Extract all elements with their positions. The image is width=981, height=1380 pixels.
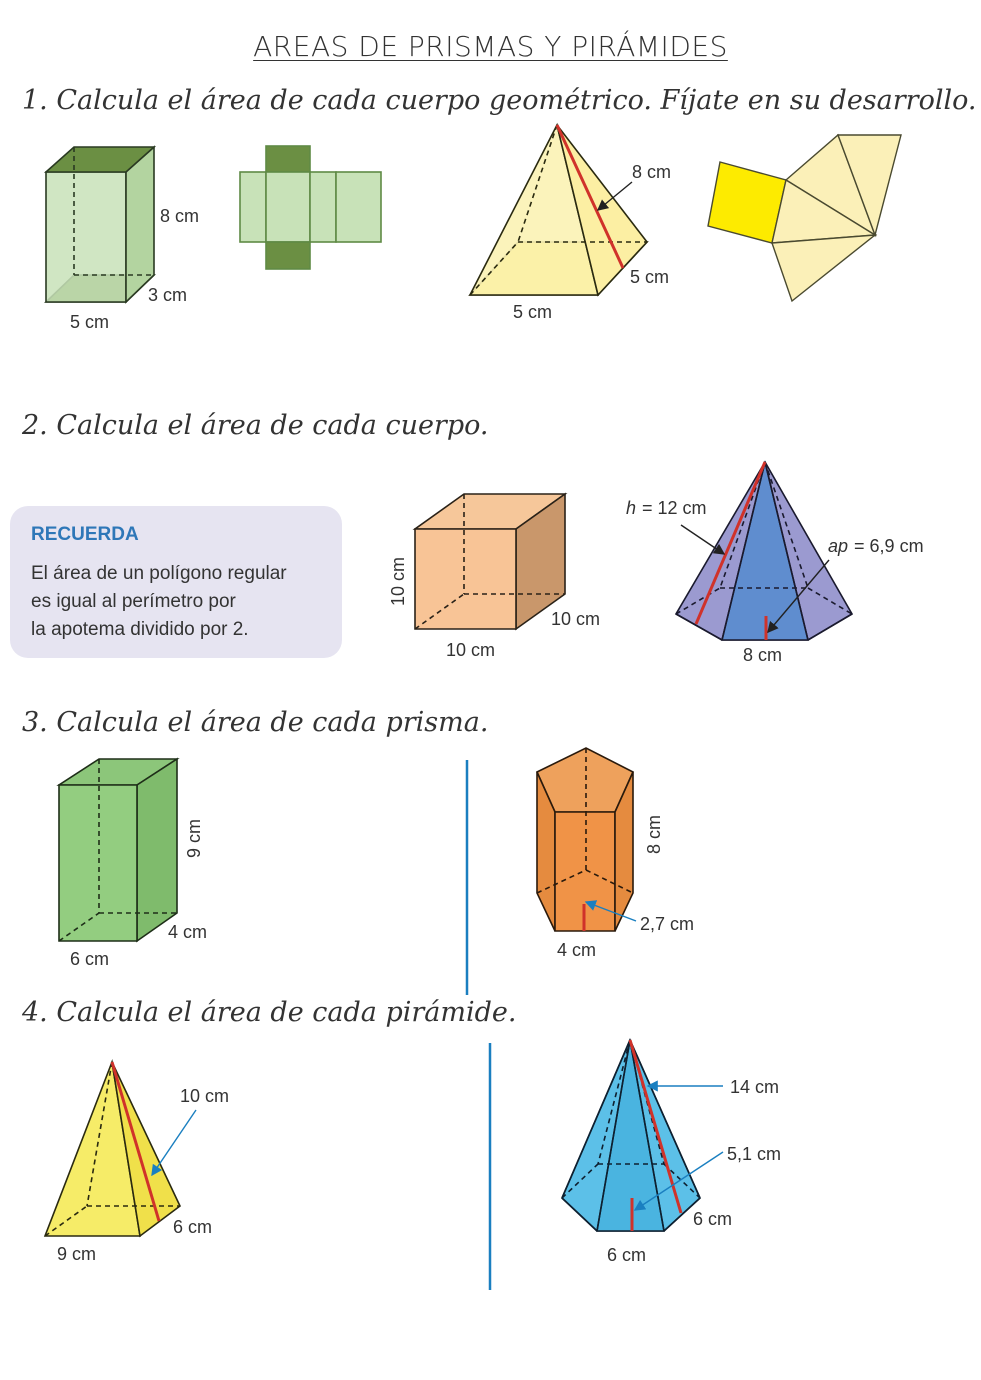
prism-net-q1 [240, 146, 381, 269]
green-prism-q3 [59, 759, 177, 941]
hex-h-label [626, 498, 707, 518]
hex-ap-var: ap [828, 536, 849, 556]
recuerda-line-3: la apotema dividido por 2. [31, 619, 249, 640]
bpyr-slant-label: 14 cm [730, 1077, 780, 1097]
p1-width-label: 5 cm [70, 312, 110, 332]
yellow-pyramid-q4 [45, 1062, 196, 1236]
hex-h-var: h [626, 498, 637, 518]
cube-height-label: 10 cm [388, 556, 408, 606]
pyramid-net-q1 [708, 135, 901, 301]
orange-apothem-label: 2,7 cm [640, 914, 695, 934]
hex-ap-label [828, 536, 924, 556]
green-base-label: 6 cm [70, 949, 110, 969]
orange-base-label: 4 cm [557, 940, 597, 960]
yellow-pyramid-q1 [470, 125, 647, 295]
hex-base-label: 8 cm [743, 645, 783, 665]
ypyr-base-label: 9 cm [57, 1244, 97, 1264]
pyr1-slant-label: 8 cm [632, 162, 672, 182]
question-4: 4. Calcula el área de cada pirámide. [22, 997, 517, 1028]
recuerda-heading: RECUERDA [31, 524, 139, 545]
ypyr-slant-label: 10 cm [180, 1086, 230, 1106]
hex-h-val: = 12 cm [642, 498, 707, 518]
p1-depth-label: 3 cm [148, 285, 188, 305]
question-2: 2. Calcula el área de cada cuerpo. [22, 410, 489, 441]
worksheet-title-text: AREAS DE PRISMAS Y PIRÁMIDES [253, 30, 728, 63]
pyr1-side-label: 5 cm [630, 267, 670, 287]
bpyr-ap-label: 5,1 cm [727, 1144, 782, 1164]
question-3: 3. Calcula el área de cada prisma. [22, 707, 489, 738]
blue-hexagonal-pyramid-q4 [562, 1040, 723, 1231]
pyr1-base-label: 5 cm [513, 302, 553, 322]
cube-base-label: 10 cm [446, 640, 496, 660]
question-1: 1. Calcula el área de cada cuerpo geométrico. Fíjate en su desarrollo. [22, 85, 977, 116]
orange-pentagonal-prism-q3 [537, 748, 636, 931]
orange-height-label: 8 cm [644, 814, 664, 854]
hexagonal-pyramid-q2 [676, 462, 852, 640]
green-prism-q1 [46, 147, 154, 302]
green-depth-label: 4 cm [168, 922, 208, 942]
recuerda-line-1: El área de un polígono regular [31, 563, 287, 584]
p1-height-label: 8 cm [160, 206, 200, 226]
ypyr-side-label: 6 cm [173, 1217, 213, 1237]
bpyr-base-label: 6 cm [607, 1245, 647, 1265]
orange-cube-q2 [415, 494, 565, 629]
hex-ap-val: = 6,9 cm [854, 536, 924, 556]
bpyr-side-label: 6 cm [693, 1209, 733, 1229]
green-height-label: 9 cm [184, 818, 204, 858]
cube-depth-label: 10 cm [551, 609, 601, 629]
recuerda-line-2: es igual al perímetro por [31, 591, 236, 612]
